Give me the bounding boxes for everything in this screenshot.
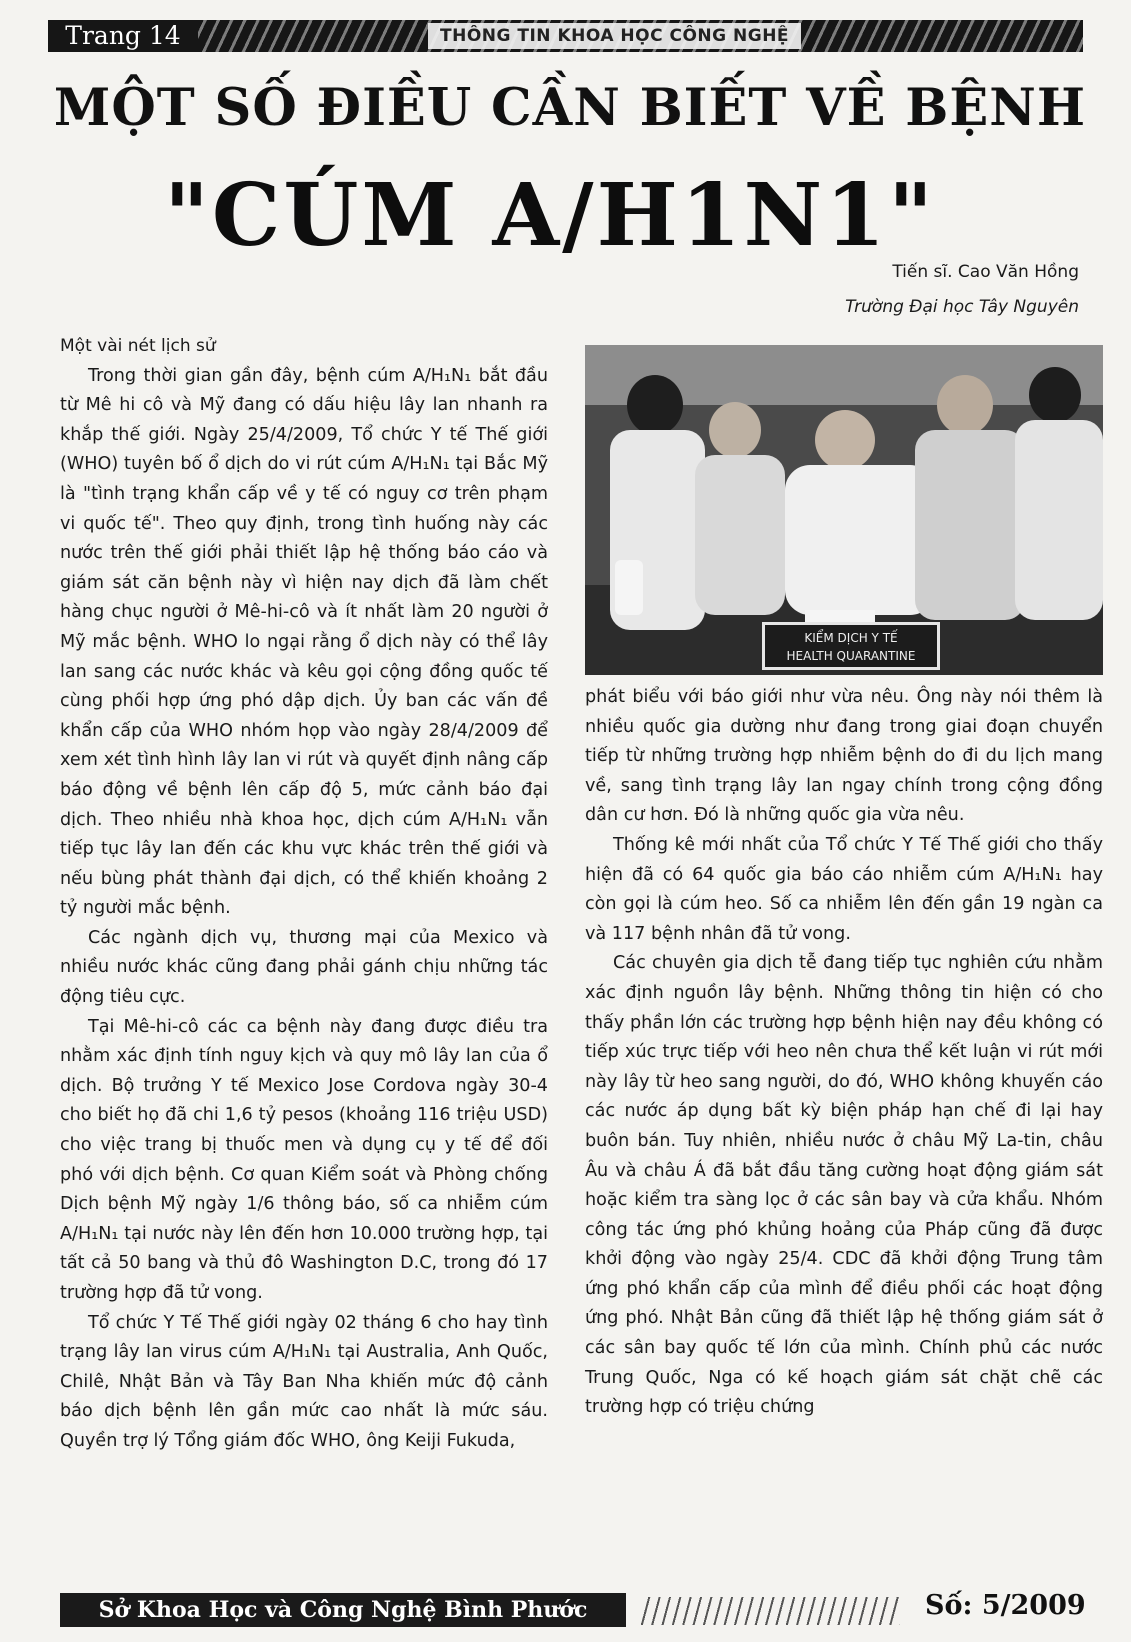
author-affiliation: Trường Đại học Tây Nguyên <box>845 297 1079 317</box>
quarantine-photo <box>585 345 1103 675</box>
paragraph: Thống kê mới nhất của Tổ chức Y Tế Thế giới cho thấy hiện đã có 64 quốc gia báo cáo nhiễm cúm A/H₁N₁ hay còn gọi là cúm heo. Số ca nhiễm lên đến gần 19 ngàn ca và 117 bệnh nhân đã tử vong. <box>585 834 1103 944</box>
page-number: Trang 14 <box>65 21 181 50</box>
section-title: THÔNG TIN KHOA HỌC CÔNG NGHỆ <box>428 23 801 49</box>
left-column <box>60 332 548 1457</box>
paragraph: Các ngành dịch vụ, thương mại của Mexico và nhiều nước khác cũng đang phải gánh chịu những tác động tiêu cực. <box>60 927 548 1008</box>
right-column <box>585 683 1103 1423</box>
paragraph: Các chuyên gia dịch tễ đang tiếp tục nghiên cứu nhằm xác định nguồn lây bệnh. Những thông tin hiện có cho thấy phần lớn các trường hợp bệnh hiện nay đều không có tiếp xúc trực tiếp với heo nên chưa thể kết luận vi rút mới này lây từ heo sang người, do đó, WHO không khuyến cáo các nước áp dụng bất kỳ biện pháp hạn chế đi lại hay buôn bán. Tuy nhiên, nhiều nước ở châu Mỹ La-tin, châu Âu và châu Á đã bắt đầu tăng cường hoạt động giám sát hoặc kiểm tra sàng lọc ở các sân bay và cửa khẩu. Nhóm công tác ứng phó khủng hoảng của Pháp cũng đã được khởi động vào ngày 25/4. CDC đã khởi động Trung tâm ứng phó khẩn cấp của mình để điều phối các hoạt động ứng phó. Nhật Bản cũng đã thiết lập hệ thống giám sát ở các sân bay quốc tế lớn của mình. Chính phủ các nước Trung Quốc, Nga có kế hoạch giám sát chặt chẽ các trường hợp có triệu chứng <box>585 953 1103 1418</box>
publisher-name: Sở Khoa Học và Công Nghệ Bình Phước <box>98 1597 588 1623</box>
quarantine-sign <box>762 622 940 670</box>
sign-line2: HEALTH QUARANTINE <box>786 649 916 663</box>
paragraph: Tại Mê-hi-cô các ca bệnh này đang được điều tra nhằm xác định tính nguy kịch và quy mô lây lan của ổ dịch. Bộ trưởng Y tế Mexico Jose Cordova ngày 30-4 cho biết họ đã chi 1,6 tỷ pesos (khoảng 116 triệu USD) cho việc trang bị thuốc men và dụng cụ y tế để đối phó với dịch bệnh. Cơ quan Kiểm soát và Phòng chống Dịch bệnh Mỹ ngày 1/6 thông báo, số ca nhiễm cúm A/H₁N₁ tại nước này lên đến hơn 10.000 trường hợp, tại tất cả 50 bang và thủ đô Washington D.C, trong đó 17 trường hợp đã tử vong. <box>60 1016 548 1303</box>
issue-number: Số: 5/2009 <box>925 1590 1086 1621</box>
paragraph: phát biểu với báo giới như vừa nêu. Ông này nói thêm là nhiều quốc gia dường như đang trong giai đoạn chuyển tiếp từ những trường hợp nhiễm bệnh do đi du lịch mang về, sang tình trạng lây lan ngay chính trong cộng đồng dân cư hơn. Đó là những quốc gia vừa nêu. <box>585 687 1103 826</box>
page-number-box <box>48 20 198 52</box>
subheading: Một vài nét lịch sử <box>60 336 216 356</box>
footer-decoration <box>640 1597 900 1625</box>
article-title-line1: MỘT SỐ ĐIỀU CẦN BIẾT VỀ BỆNH <box>53 78 1087 138</box>
footer-publisher-bar <box>60 1593 626 1627</box>
article-title-line2: "CÚM A/H1N1" <box>164 165 936 266</box>
page-header-bar <box>48 20 1083 52</box>
author-name: Tiến sĩ. Cao Văn Hồng <box>892 262 1079 282</box>
paragraph: Tổ chức Y Tế Thế giới ngày 02 tháng 6 cho hay tình trạng lây lan virus cúm A/H₁N₁ tại Australia, Anh Quốc, Chilê, Nhật Bản và Tây Ban Nha khiến mức độ cảnh báo dịch bệnh lên gần mức cao nhất là mức sáu. Quyền trợ lý Tổng giám đốc WHO, ông Keiji Fukuda, <box>60 1312 548 1451</box>
paragraph: Trong thời gian gần đây, bệnh cúm A/H₁N₁ bắt đầu từ Mê hi cô và Mỹ đang có dấu hiệu lây lan nhanh ra khắp thế giới. Ngày 25/4/2009, Tổ chức Y tế Thế giới (WHO) tuyên bố ổ dịch do vi rút cúm A/H₁N₁ tại Bắc Mỹ là "tình trạng khẩn cấp về y tế có nguy cơ trên phạm vi quốc tế". Theo quy định, trong tình huống này các nước trên thế giới phải thiết lập hệ thống báo cáo và giám sát căn bệnh này vì hiện nay dịch đã làm chết hàng chục người ở Mê-hi-cô và ít nhất làm 20 người ở Mỹ mắc bệnh. WHO lo ngại rằng ổ dịch này có thể lây lan sang các nước khác và kêu gọi cộng đồng quốc tế cùng phối hợp ứng phó dập dịch. Ủy ban các vấn đề khẩn cấp của WHO nhóm họp vào ngày 28/4/2009 để xem xét tình hình lây lan vi rút và quyết định nâng cấp báo động về bệnh lên cấp độ 5, mức cảnh báo đại dịch. Theo nhiều nhà khoa học, dịch cúm A/H₁N₁ vẫn tiếp tục lây lan đến các khu vực khác trên thế giới và nếu bùng phát thành đại dịch, có thể khiến khoảng 2 tỷ người mắc bệnh. <box>60 365 548 919</box>
sign-line1: KIỂM DỊCH Y TẾ <box>804 631 898 645</box>
